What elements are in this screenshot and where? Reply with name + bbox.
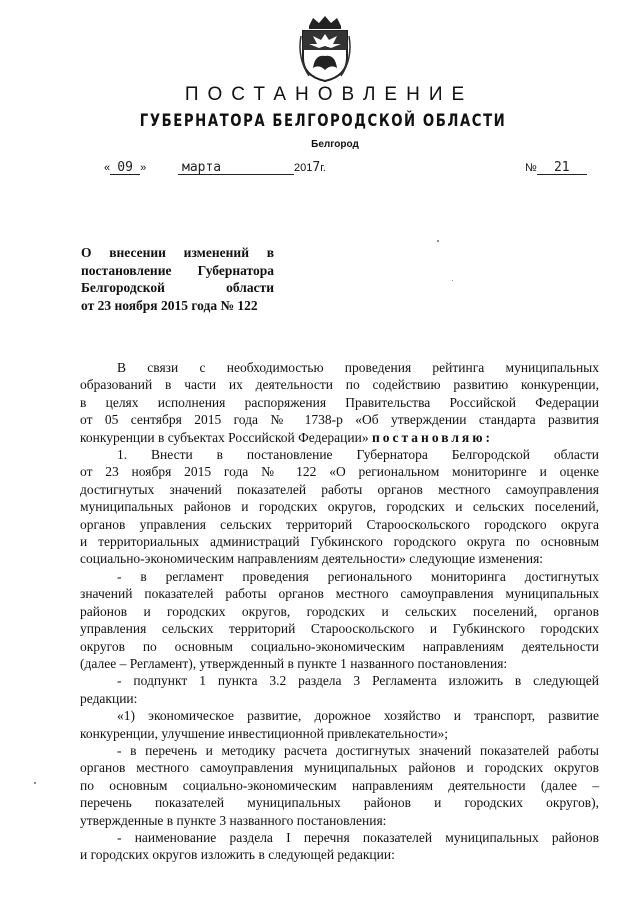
body-line (80, 516, 599, 533)
subject-line: от 23 ноября 2015 года № 122 (81, 297, 258, 313)
body-line-text: по основным социально-экономическим направлениям деятельности (далее – (80, 777, 599, 793)
body-line (80, 759, 599, 776)
body-line (80, 394, 599, 411)
body-line (80, 707, 599, 724)
body-line (80, 829, 599, 846)
body-line (80, 794, 599, 811)
body-line-text: от 05 сентября 2015 года № 1738-р «Об утверждении стандарта развития (80, 412, 599, 428)
scan-speck (437, 240, 439, 242)
body-line (80, 376, 599, 393)
body-line-text: конкуренции в субъектах Российской Федерации» (80, 429, 369, 445)
body-line-text: образований в части их деятельности по содействию развитию конкуренции, (80, 377, 599, 393)
body-line-text: органов местного самоуправления муниципальных районов и городских округов (80, 760, 599, 776)
date-day: 09 (110, 161, 140, 175)
body-line-text: конкуренции, улучшение инвестиционной привлекательности»; (80, 725, 449, 741)
year-unit: г. (320, 162, 326, 174)
open-quote: « (104, 162, 111, 174)
body-line (80, 498, 599, 515)
date-and-number-line (100, 161, 620, 181)
subject-line: Белгородской области (81, 280, 274, 296)
body-line-text: органов управления сельских территорий Старооскольского городского округа (80, 516, 599, 532)
body-line-text: значений показателей работы органов местного самоуправления муниципальных (80, 586, 599, 602)
body-line-text: утвержденные в пункте 3 названного постановления: (80, 812, 387, 828)
body-line (80, 533, 599, 550)
document-number: 21 (537, 161, 587, 175)
body-line-text: от 23 ноября 2015 года № 122 «О региональном мониторинге и оценке (80, 464, 599, 480)
body-line-text: достигнутых значений показателей работы органов местного самоуправления (80, 481, 599, 497)
body-line (80, 812, 599, 829)
date-day-field (104, 161, 146, 175)
body-line-text: социально-экономическим направлениям деятельности» следующие изменения: (80, 551, 544, 567)
body-line (80, 655, 599, 672)
body-line-text: - наименование раздела I перечня показателей муниципальных районов (117, 829, 599, 845)
body-line-text: перечень показателей муниципальных районов и городских округов), (80, 795, 599, 811)
body-line (80, 463, 599, 480)
body-line-text: и городских округов изложить в следующей редакции: (80, 847, 395, 863)
body-line-text: В связи с необходимостью проведения рейтинга муниципальных (117, 360, 599, 375)
body-line (80, 585, 599, 602)
document-body (80, 359, 599, 864)
number-label: № (525, 162, 537, 174)
body-line-text: - в перечень и методику расчета достигнутых значений показателей работы (117, 742, 599, 758)
date-month-field (178, 161, 326, 175)
body-line-text: 1. Внести в постановление Губернатора Белгородской области (117, 447, 599, 463)
body-line-text: муниципальных районов и городских округов, городских и сельских поселений, (80, 499, 599, 515)
body-line-text: управления сельских территорий Старооскольского и Губкинского городских (80, 621, 599, 637)
date-month: марта (178, 161, 294, 175)
body-line-text: округов по основным социально-экономическим направлениям деятельности (80, 638, 599, 654)
document-number-field (525, 161, 587, 175)
city-name: Белгород (311, 139, 359, 150)
body-line (80, 742, 599, 759)
body-line (80, 725, 599, 742)
body-line-text: и территориальных администраций Губкинского городского округа по основным (80, 534, 599, 550)
body-line (80, 672, 599, 689)
body-line-text: - в регламент проведения регионального мониторинга достигнутых (117, 568, 599, 584)
coat-of-arms-icon (295, 14, 355, 84)
body-line (80, 550, 599, 567)
body-line (80, 777, 599, 794)
body-line (80, 446, 599, 463)
body-line (80, 690, 599, 707)
body-line (80, 481, 599, 498)
body-line (80, 411, 599, 428)
year-prefix: 201 (294, 162, 313, 174)
body-line (80, 846, 599, 863)
body-line-text: в целях исполнения распоряжения Правительства Российской Федерации (80, 394, 599, 410)
body-line-text: (далее – Регламент), утвержденный в пункте 1 названного постановления: (80, 655, 508, 671)
body-line (80, 638, 599, 655)
body-line-text: районов и городских округов, городских и сельских поселений, органов (80, 603, 599, 619)
body-line (80, 359, 599, 376)
issuing-authority: ГУБЕРНАТОРА БЕЛГОРОДСКОЙ ОБЛАСТИ (139, 111, 507, 131)
subject-line: О внесении изменений в (81, 245, 274, 260)
body-line (80, 603, 599, 620)
body-line (80, 620, 599, 637)
resolution-word: постановляю: (371, 429, 494, 445)
body-line (80, 429, 599, 446)
subject-line: постановление Губернатора (81, 262, 274, 278)
year-suffix: 7 (312, 160, 321, 175)
body-line-text: - подпункт 1 пункта 3.2 раздела 3 Регламента изложить в следующей (117, 673, 599, 689)
close-quote: » (140, 162, 147, 174)
scan-speck (452, 280, 453, 281)
document-type-title: ПОСТАНОВЛЕНИЕ (184, 84, 474, 105)
body-line (80, 568, 599, 585)
document-subject (81, 244, 274, 314)
body-line-text: редакции: (80, 690, 138, 706)
body-line-text: «1) экономическое развитие, дорожное хозяйство и транспорт, развитие (117, 708, 599, 724)
scan-speck (34, 782, 36, 784)
